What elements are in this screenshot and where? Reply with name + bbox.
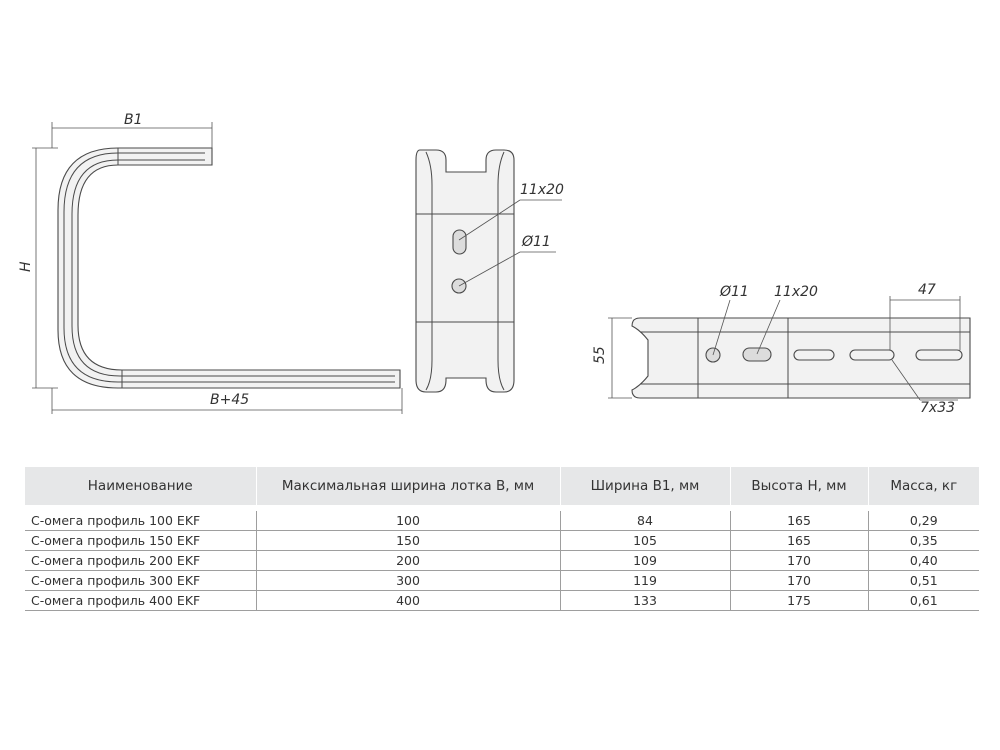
cell-height-h: 170 — [730, 571, 868, 591]
front-view — [416, 150, 564, 392]
cell-width-b1: 119 — [560, 571, 730, 591]
cell-max-width: 150 — [256, 531, 560, 551]
cell-height-h: 165 — [730, 531, 868, 551]
front-slot — [453, 230, 466, 254]
dim-label-b45: B+45 — [210, 392, 250, 408]
cell-name: C-омега профиль 150 EKF — [25, 531, 256, 551]
spec-table — [25, 467, 979, 611]
cell-mass: 0,29 — [868, 508, 979, 531]
cell-height-h: 170 — [730, 551, 868, 571]
table-row — [25, 591, 979, 611]
table-header-row — [25, 467, 979, 508]
bracket-profile — [58, 148, 400, 388]
table-row — [25, 531, 979, 551]
cell-name: C-омега профиль 300 EKF — [25, 571, 256, 591]
table-row — [25, 508, 979, 531]
bottom-slot-row-2 — [850, 350, 894, 360]
front-profile — [416, 150, 514, 392]
cell-max-width: 100 — [256, 508, 560, 531]
header-height-h: Высота H, мм — [730, 467, 868, 508]
bottom-label-height: 55 — [592, 346, 608, 364]
bottom-label-hole: Ø11 — [720, 284, 749, 300]
table-row — [25, 551, 979, 571]
cell-name: C-омега профиль 200 EKF — [25, 551, 256, 571]
bottom-label-slot: 11x20 — [774, 284, 818, 300]
dim-label-h: H — [18, 261, 34, 272]
bottom-view — [592, 282, 970, 416]
cell-width-b1: 105 — [560, 531, 730, 551]
cell-max-width: 200 — [256, 551, 560, 571]
cell-mass: 0,40 — [868, 551, 979, 571]
cell-max-width: 400 — [256, 591, 560, 611]
side-view — [18, 112, 402, 414]
cell-name: C-омега профиль 100 EKF — [25, 508, 256, 531]
table-row — [25, 571, 979, 591]
cell-name: C-омега профиль 400 EKF — [25, 591, 256, 611]
bottom-label-pitch: 47 — [918, 282, 936, 298]
bottom-slot — [743, 348, 771, 361]
cell-width-b1: 133 — [560, 591, 730, 611]
cell-width-b1: 109 — [560, 551, 730, 571]
header-width-b1: Ширина B1, мм — [560, 467, 730, 508]
cell-mass: 0,35 — [868, 531, 979, 551]
header-max-width: Максимальная ширина лотка B, мм — [256, 467, 560, 508]
header-mass: Масса, кг — [868, 467, 979, 508]
bottom-slot-row-1 — [794, 350, 834, 360]
bottom-label-slots: 7x33 — [920, 400, 956, 416]
front-label-slot: 11x20 — [520, 182, 564, 198]
cell-height-h: 175 — [730, 591, 868, 611]
front-label-hole: Ø11 — [522, 234, 551, 250]
cell-height-h: 165 — [730, 508, 868, 531]
bottom-slot-row-3 — [916, 350, 962, 360]
header-name: Наименование — [25, 467, 256, 508]
dim-label-b1: B1 — [124, 112, 143, 128]
cell-width-b1: 84 — [560, 508, 730, 531]
cell-mass: 0,51 — [868, 571, 979, 591]
cell-max-width: 300 — [256, 571, 560, 591]
cell-mass: 0,61 — [868, 591, 979, 611]
